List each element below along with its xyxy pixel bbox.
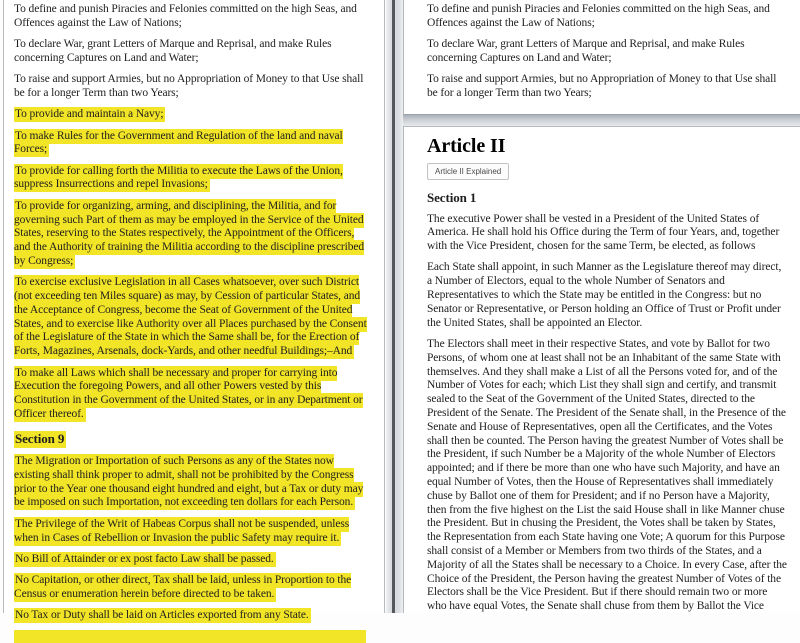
article-2-title: Article II — [427, 135, 506, 157]
clause-paragraph-highlighted: No Bill of Attainder or ex post facto Law shall be passed. — [15, 552, 274, 565]
clipped-highlighted-line — [14, 630, 366, 643]
article-1-end-card — [403, 0, 800, 115]
left-document-pane[interactable] — [3, 0, 385, 622]
clause-paragraph: The Electors shall meet in their respective States, and vote by Ballot for two Persons, of whom one at least shall not be an Inhabitant of the same State with themselves. And they shall make a List of all the Persons voted for, and of the Number of Votes for each; which List they shall sign and certify, and transmit sealed to the Seat of the Government of the United States, directed to the President of the Senate. The President of the Senate shall, in the Presence of the Senate and House of Representatives, open all the Certificates, and the Votes shall then be counted. The Person having the greatest Number of Votes shall be the President, if such Number be a Majority of the whole Number of Electors appointed; and if there be more than one who have such Majority, and have an equal Number of Votes, then the House of Representatives shall immediately chuse by Ballot one of them for President; and if no Person have a Majority, then from the five highest on the List the said House shall in like Manner chuse the President. But in chusing the President, the Votes shall be taken by States, the Representation from each State having one Vote; A quorum for this Purpose shall consist of a Member or Members from two thirds of the States, and a Majority of all the States shall be necessary to a Choice. In every Case, after the Choice of the President, the Person having the greatest Number of Votes of the Electors shall be the Vice President. But if there should remain two or more who have equal Votes, the Senate shall chuse from them by Ballot the Vice — [427, 337, 787, 613]
section-1-heading: Section 1 — [427, 189, 477, 205]
section-9-heading: Section 9 — [15, 431, 65, 447]
card-separator — [403, 115, 800, 126]
clause-paragraph-highlighted: The Privilege of the Writ of Habeas Corpus shall not be suspended, unless when in Cases of Rebellion or Invasion the public Safety may require it. — [14, 517, 350, 544]
clause-paragraph-highlighted: To make Rules for the Government and Regulation of the land and naval Forces; — [14, 129, 343, 156]
clause-paragraph-highlighted: To exercise exclusive Legislation in all Cases whatsoever, over such District (not exceeding ten Miles square) as may, by Cession of particular States, and the Acceptance of Congress, become the Seat of Government of the United States, and to exercise like Authority over all Places purchased by the Consent of the Legislature of the State in which the Same shall be, for the Erection of Forts, Magazines, Arsenals, dock-Yards, and other needful Buildings;–And — [14, 276, 367, 358]
clause-paragraph: Each State shall appoint, in such Manner as the Legislature thereof may direct, a Number of Electors, equal to the whole Number of Senators and Representatives to which the State may be entitled in the Congress: but no Senator or Representative, or Person holding an Office of Trust or Profit under the United States, shall be appointed an Elector. — [427, 261, 782, 329]
clause-paragraph-highlighted: No Capitation, or other direct, Tax shall be laid, unless in Proportion to the Census or enumeration herein before directed to be taken. — [14, 574, 352, 600]
pane-divider-line — [392, 0, 395, 613]
clause-paragraph-highlighted: No Tax or Duty shall be laid on Articles exported from any State. — [15, 609, 309, 622]
clause-paragraph: To raise and support Armies, but no Appropriation of Money to that Use shall be for a longer Term than two Years; — [14, 73, 364, 99]
clause-paragraph: To declare War, grant Letters of Marque and Reprisal, and make Rules concerning Captures on Land and Water; — [14, 38, 332, 64]
clause-paragraph: To declare War, grant Letters of Marque and Reprisal, and make Rules concerning Captures on Land and Water; — [427, 38, 745, 64]
clause-paragraph: The executive Power shall be vested in a President of the United States of America. He shall hold his Office during the Term of four Years, and, together with the Vice President, chosen for the same Term, be elected, as follows — [427, 212, 780, 253]
right-document-pane[interactable] — [403, 0, 800, 613]
clause-paragraph-highlighted: To provide for organizing, arming, and disciplining, the Militia, and for governing such Part of them as may be employed in the Service of the United States, reserving to the States respectively, the Appointment of the Officers, and the Authority of training the Militia according to the discipline prescribed by Congress; — [14, 199, 365, 267]
article-2-card — [403, 126, 800, 613]
clause-paragraph: To raise and support Armies, but no Appropriation of Money to that Use shall be for a longer Term than two Years; — [427, 73, 777, 99]
clause-paragraph-highlighted: To provide for calling forth the Militia to execute the Laws of the Union, suppress Insurrections and repel Invasions; — [14, 164, 343, 191]
clause-paragraph-highlighted: The Migration or Importation of such Persons as any of the States now existing shall think proper to admit, shall not be prohibited by the Congress prior to the Year one thousand eight hundred and eight, but a Tax or duty may be imposed on such Importation, not exceeding ten dollars for each Person. — [14, 455, 364, 509]
clause-paragraph: To define and punish Piracies and Felonies committed on the high Seas, and Offences against the Law of Nations; — [427, 3, 770, 29]
clause-paragraph-highlighted: To make all Laws which shall be necessary and proper for carrying into Execution the foregoing Powers, and all other Powers vested by this Constitution in the Government of the United States, or in any Department or Officer thereof. — [14, 366, 363, 420]
clause-paragraph-highlighted: To provide and maintain a Navy; — [15, 108, 164, 121]
pane-divider — [386, 0, 403, 613]
article-explained-button[interactable]: Article II Explained — [427, 163, 509, 180]
clause-paragraph: To define and punish Piracies and Felonies committed on the high Seas, and Offences against the Law of Nations; — [14, 3, 357, 29]
